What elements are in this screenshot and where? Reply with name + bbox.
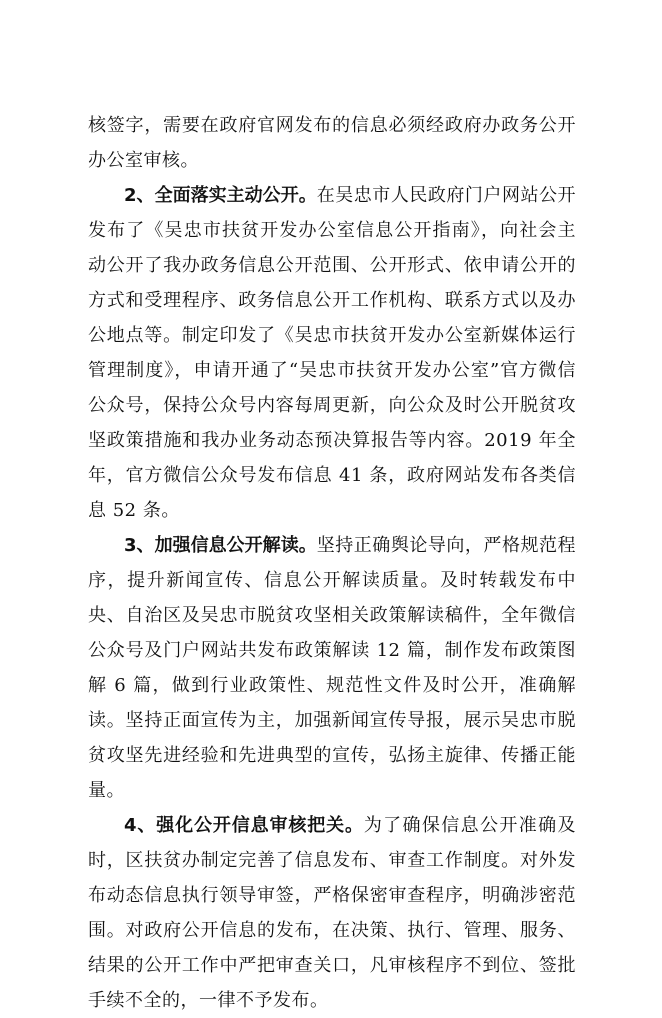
document-page — [88, 108, 576, 1018]
paragraph-text: 核签字，需要在政府官网发布的信息必须经政府办政务公开办公室审核。 — [88, 115, 576, 171]
paragraph-heading: 3、加强信息公开解读。 — [124, 535, 317, 556]
paragraph-text: 为了确保信息公开准确及时，区扶贫办制定完善了信息发布、审查工作制度。对外发布动态信息执行领导审签，严格保密审查程序，明确涉密范围。对政府公开信息的发布，在决策、执行、管理、服务、结果的公开工作中严把审查关口，凡审核程序不到位、签批手续不全的，一律不予发布。 — [88, 815, 576, 1011]
paragraph-heading: 2、全面落实主动公开。 — [124, 185, 317, 206]
paragraph-text: 在吴忠市人民政府门户网站公开发布了《吴忠市扶贫开发办公室信息公开指南》，向社会主动公开了我办政务信息公开范围、公开形式、依申请公开的方式和受理程序、政务信息公开工作机构、联系方式以及办公地点等。制定印发了《吴忠市扶贫开发办公室新媒体运行管理制度》，申请开通了“吴忠市扶贫开发办公室”官方微信公众号，保持公众号内容每周更新，向公众及时公开脱贫攻坚政策措施和我办业务动态预决算报告等内容。2019 年全年，官方微信公众号发布信息 41 条，政府网站发布各类信息 52 条。 — [88, 185, 577, 521]
paragraph-review-control — [88, 808, 576, 1018]
paragraph-heading: 4、强化公开信息审核把关。 — [124, 815, 364, 836]
paragraph-text: 坚持正确舆论导向，严格规范程序，提升新闻宣传、信息公开解读质量。及时转载发布中央、自治区及吴忠市脱贫攻坚相关政策解读稿件，全年微信公众号及门户网站共发布政策解读 12 篇，制作发布政策图解 6 篇，做到行业政策性、规范性文件及时公开，准确解读。坚持正面宣传为主，加强新闻宣传导报，展示吴忠市脱贫攻坚先进经验和先进典型的宣传，弘扬主旋律、传播正能量。 — [88, 535, 577, 801]
paragraph-proactive-disclosure — [88, 178, 576, 528]
paragraph-continued — [88, 108, 576, 178]
paragraph-disclosure-interpretation — [88, 528, 576, 808]
